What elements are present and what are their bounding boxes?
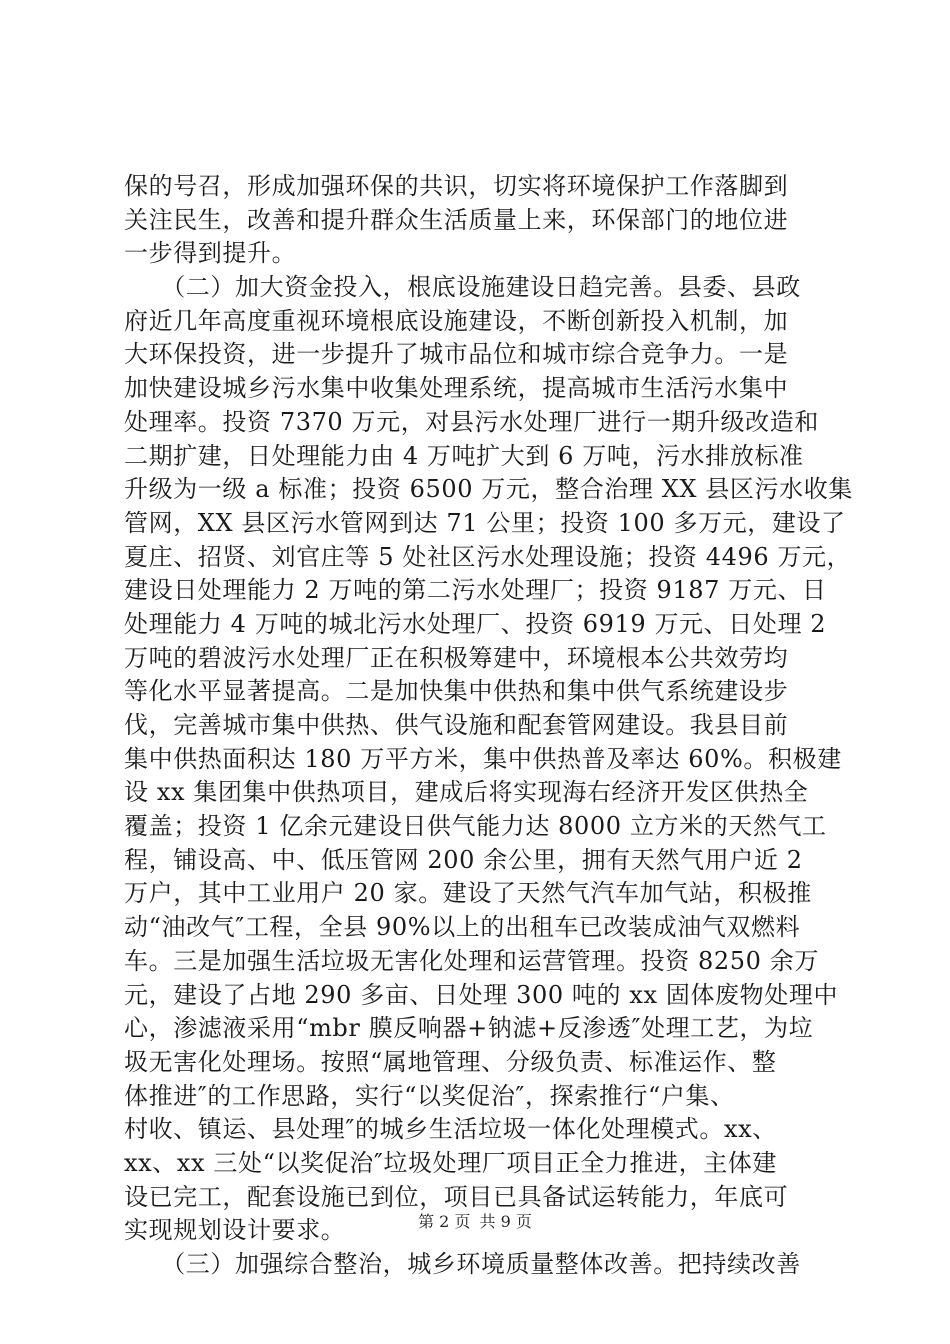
text-line: 圾无害化处理场。按照“属地管理、分级负责、标准运作、整 <box>124 1047 777 1076</box>
text-line: xx、xx 三处“以奖促治″垃圾处理厂项目正全力推进，主体建 <box>124 1148 778 1177</box>
text-line: （二）加大资金投入，根底设施建设日趋完善。县委、县政 <box>124 273 801 302</box>
text-line: 体推进″的工作思路，实行“以奖促治″，探索推行“户集、 <box>124 1081 735 1110</box>
page-number: 第 2 页 <box>418 1212 471 1231</box>
text-line: 万户，其中工业用户 20 家。建设了天然气汽车加气站，积极推 <box>124 879 812 908</box>
text-line: 保的号召，形成加强环保的共识，切实将环境保护工作落脚到 <box>124 172 789 200</box>
text-line: 万吨的碧波污水处理厂正在积极筹建中，环境根本公共效劳均 <box>124 643 789 672</box>
text-line: 管网，XX 县区污水管网到达 71 公里；投资 100 多万元，建设了 <box>124 508 846 537</box>
text-line: 心，渗滤液采用“mbr 膜反响器+钠滤+反渗透″处理工艺，为垃 <box>124 1014 814 1043</box>
body-text <box>124 170 853 1282</box>
text-line: 等化水平显著提高。二是加快集中供热和集中供气系统建设步 <box>124 677 789 706</box>
page-total: 共 9 页 <box>479 1212 532 1231</box>
text-line: 处理率。投资 7370 万元，对县污水处理厂进行一期升级改造和 <box>124 407 819 436</box>
text-line: 建设日处理能力 2 万吨的第二污水处理厂；投资 9187 万元、日 <box>124 576 827 605</box>
text-line: 动“油改气″工程，全县 90%以上的出租车已改装成油气双燃料 <box>124 913 801 942</box>
text-line: 程，铺设高、中、低压管网 200 余公里，拥有天然气用户近 2 <box>124 845 803 874</box>
text-line: 设已完工，配套设施已到位，项目已具备试运转能力，年底可 <box>124 1182 789 1211</box>
text-line: 升级为一级 a 标准；投资 6500 万元，整合治理 XX 县区污水收集 <box>124 475 853 504</box>
text-line: 设 xx 集团集中供热项目，建成后将实现海右经济开发区供热全 <box>124 778 809 807</box>
page-footer <box>0 1212 950 1232</box>
text-line: 元，建设了占地 290 多亩、日处理 300 吨的 xx 固体废物处理中 <box>124 980 839 1009</box>
text-line: 车。三是加强生活垃圾无害化处理和运营管理。投资 8250 余万 <box>124 946 819 975</box>
text-line: 府近几年高度重视环境根底设施建设，不断创新投入机制，加 <box>124 306 789 335</box>
text-line: 集中供热面积达 180 万平方米，集中供热普及率达 60%。积极建 <box>124 744 842 773</box>
text-line: 关注民生，改善和提升群众生活质量上来，环保部门的地位进 <box>124 205 789 234</box>
text-line: 村收、镇运、县处理″的城乡生活垃圾一体化处理模式。xx、 <box>124 1115 777 1144</box>
text-line: 夏庄、招贤、刘官庄等 5 处社区污水处理设施；投资 4496 万元， <box>124 542 852 571</box>
text-line: 二期扩建，日处理能力由 4 万吨扩大到 6 万吨，污水排放标准 <box>124 441 804 470</box>
text-line: 加快建设城乡污水集中收集处理系统，提高城市生活污水集中 <box>124 374 789 403</box>
text-line: 覆盖；投资 1 亿余元建设日供气能力达 8000 立方米的天然气工 <box>124 812 827 841</box>
text-line: （三）加强综合整治，城乡环境质量整体改善。把持续改善 <box>124 1250 801 1278</box>
text-line: 伐，完善城市集中供热、供气设施和配套管网建设。我县目前 <box>124 711 789 739</box>
text-line: 实现规划设计要求。 <box>124 1216 346 1245</box>
text-line: 大环保投资，进一步提升了城市品位和城市综合竞争力。一是 <box>124 340 789 369</box>
text-line: 一步得到提升。 <box>124 239 297 268</box>
text-line: 处理能力 4 万吨的城北污水处理厂、投资 6919 万元、日处理 2 <box>124 609 827 638</box>
